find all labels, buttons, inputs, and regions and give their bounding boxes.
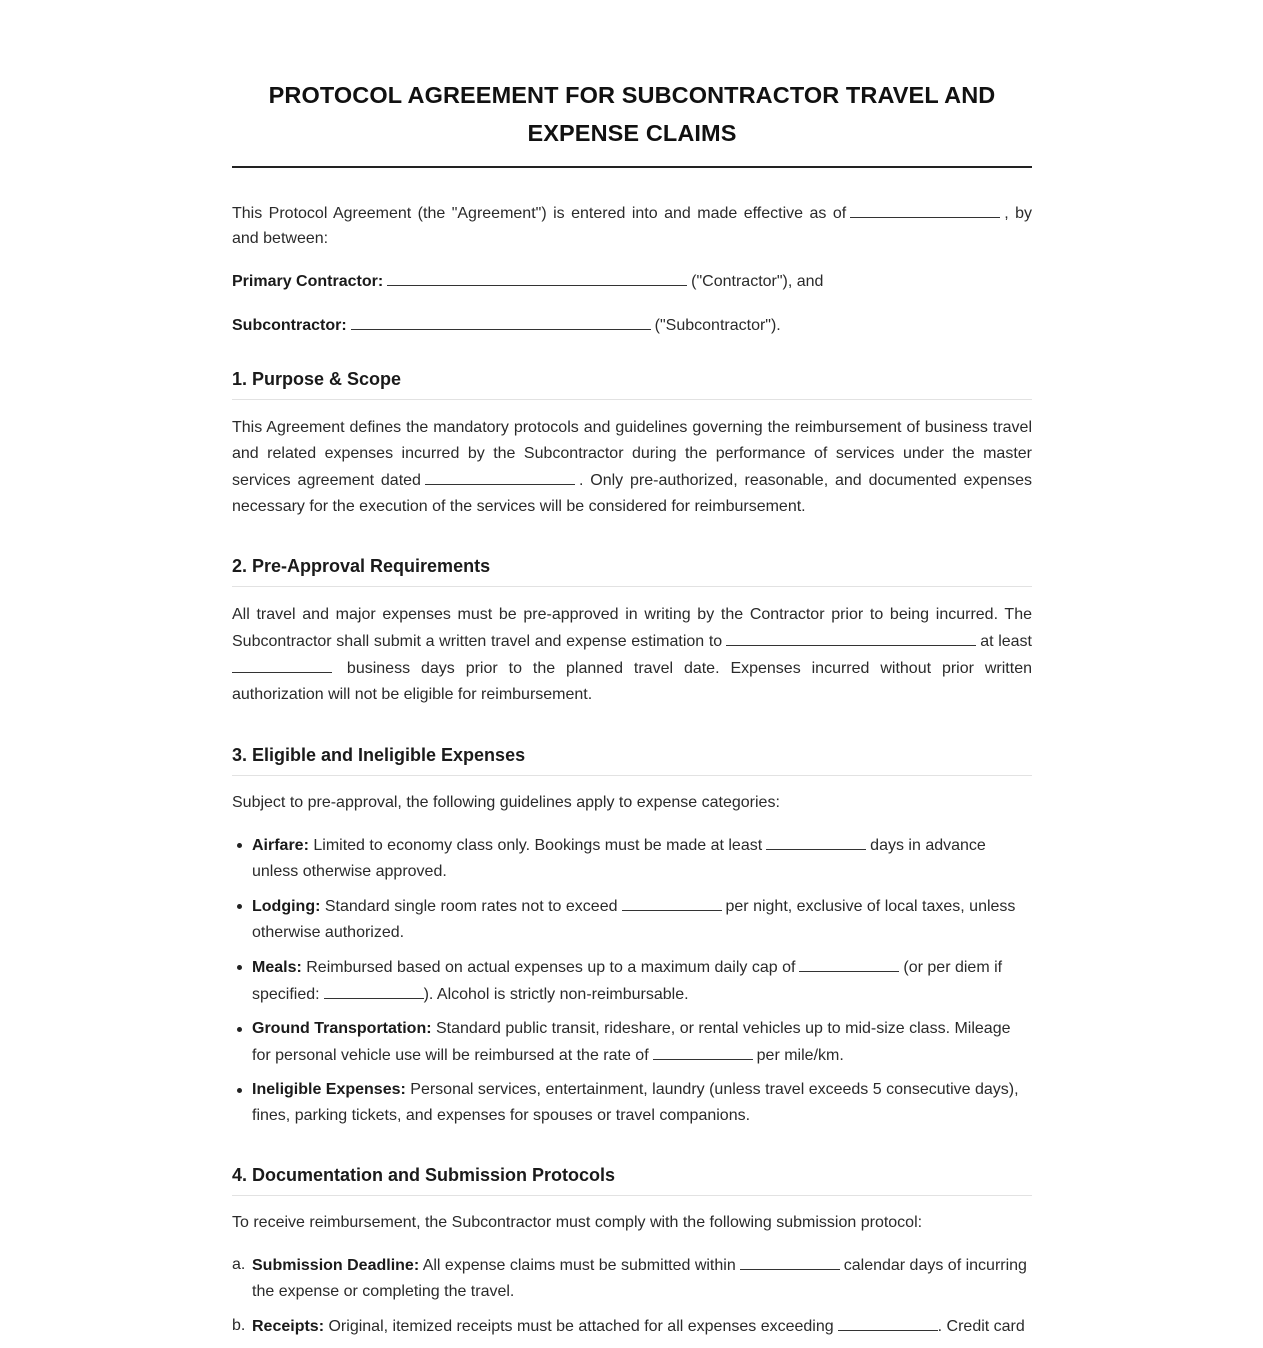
section-intro: To receive reimbursement, the Subcontractor must comply with the following submission protocol: — [232, 1214, 923, 1231]
section-heading: 1. Purpose & Scope — [232, 367, 1032, 400]
item-label: Ineligible Expenses: — [252, 1081, 406, 1098]
section-paragraph — [232, 415, 1032, 520]
item-text: Limited to economy class only. Bookings must be made at least — [313, 837, 763, 854]
item-text: All expense claims must be submitted within — [422, 1257, 736, 1274]
mileage-rate-blank[interactable] — [653, 1042, 753, 1060]
intro-text-end: , by and between: — [232, 205, 1033, 247]
list-item — [252, 1016, 1032, 1069]
section-heading: 3. Eligible and Ineligible Expenses — [232, 743, 1032, 776]
subcontractor-name-blank[interactable] — [351, 312, 651, 330]
item-label: Lodging: — [252, 898, 321, 915]
effective-date-blank[interactable] — [850, 200, 1000, 218]
section-text: business days prior to the planned travel date. Expenses incurred without prior written authorization will not be eligible for reimbursement. — [232, 660, 1032, 703]
contractor-name-blank[interactable] — [387, 268, 687, 286]
list-item — [252, 1077, 1032, 1129]
title-divider — [232, 166, 1032, 168]
section-paragraph — [232, 602, 1032, 708]
section-text: All travel and major expenses must be pre-approved in writing by the Contractor prior to being incurred. The Subcontractor shall submit a written travel and expense estimation to — [232, 606, 1032, 650]
document-title: PROTOCOL AGREEMENT FOR SUBCONTRACTOR TRAVEL AND EXPENSE CLAIMS — [268, 82, 996, 146]
bullet-icon — [237, 843, 242, 848]
bullet-icon — [237, 965, 242, 970]
submission-days-blank[interactable] — [740, 1252, 840, 1270]
party-primary-contractor — [232, 268, 1032, 295]
item-label: Meals: — [252, 959, 302, 976]
expense-category-list — [232, 832, 1032, 1129]
item-label: Submission Deadline: — [252, 1257, 420, 1274]
submission-protocol-list — [232, 1252, 1032, 1340]
item-text: days in advance unless otherwise approved. — [252, 837, 986, 880]
item-text: per night, exclusive of local taxes, unless otherwise authorized. — [252, 898, 1016, 941]
list-marker: a. — [232, 1256, 246, 1273]
item-text: Reimbursed based on actual expenses up to a maximum daily cap of — [306, 959, 796, 976]
item-text: Standard public transit, rideshare, or rental vehicles up to mid-size class. Mileage for personal vehicle use will be reimbursed at the rate of — [252, 1020, 1011, 1064]
item-label: Receipts: — [252, 1318, 325, 1335]
party-suffix: ("Contractor"), and — [691, 273, 824, 290]
intro-text: This Protocol Agreement (the "Agreement") is entered into and made effective as of — [232, 205, 847, 222]
item-text: ). Alcohol is strictly non-reimbursable. — [423, 986, 689, 1003]
item-text: Personal services, entertainment, laundry (unless travel exceeds 5 consecutive days), fines, parking tickets, and expenses for spouses or travel companions. — [252, 1081, 1019, 1124]
per-diem-blank[interactable] — [324, 981, 424, 999]
section-heading: 4. Documentation and Submission Protocols — [232, 1163, 1032, 1196]
section-text: . Only pre-authorized, reasonable, and documented expenses necessary for the execution of the services will be considered for reimbursement. — [232, 472, 1032, 515]
list-item — [252, 893, 1032, 946]
section-text: This Agreement defines the mandatory protocols and guidelines governing the reimbursement of business travel and related expenses incurred by the Subcontractor during the performance of services under the master services agreement dated — [232, 419, 1032, 489]
airfare-days-blank[interactable] — [766, 832, 866, 850]
item-text: Original, itemized receipts must be attached for all expenses exceeding — [328, 1318, 834, 1335]
item-text: calendar days of incurring the expense or completing the travel. — [252, 1257, 1027, 1300]
business-days-blank[interactable] — [232, 655, 332, 673]
document-page — [232, 0, 1032, 1348]
list-item — [232, 1252, 1032, 1305]
item-text: per mile/km. — [756, 1047, 844, 1064]
lodging-rate-blank[interactable] — [622, 893, 722, 911]
party-label: Primary Contractor: — [232, 273, 384, 290]
receipt-threshold-blank[interactable] — [838, 1313, 938, 1331]
list-item — [252, 954, 1032, 1008]
list-marker: b. — [232, 1317, 246, 1334]
party-label: Subcontractor: — [232, 317, 347, 334]
section-text: at least — [980, 633, 1033, 650]
list-item — [252, 832, 1032, 885]
party-subcontractor — [232, 312, 1032, 339]
bullet-icon — [237, 1088, 242, 1093]
item-text: Standard single room rates not to exceed — [324, 898, 618, 915]
item-label: Ground Transportation: — [252, 1020, 432, 1037]
intro-paragraph — [232, 200, 1032, 251]
estimation-recipient-blank[interactable] — [726, 628, 976, 646]
item-label: Airfare: — [252, 837, 309, 854]
meals-cap-blank[interactable] — [799, 954, 899, 972]
list-item — [232, 1313, 1032, 1340]
section-heading: 2. Pre-Approval Requirements — [232, 554, 1032, 587]
party-suffix: ("Subcontractor"). — [654, 317, 781, 334]
item-text: (or per diem if specified: — [252, 959, 1003, 1003]
item-text: . Credit card — [937, 1318, 1025, 1335]
bullet-icon — [237, 1027, 242, 1032]
msa-date-blank[interactable] — [425, 467, 575, 485]
section-intro: Subject to pre-approval, the following guidelines apply to expense categories: — [232, 794, 780, 811]
bullet-icon — [237, 904, 242, 909]
